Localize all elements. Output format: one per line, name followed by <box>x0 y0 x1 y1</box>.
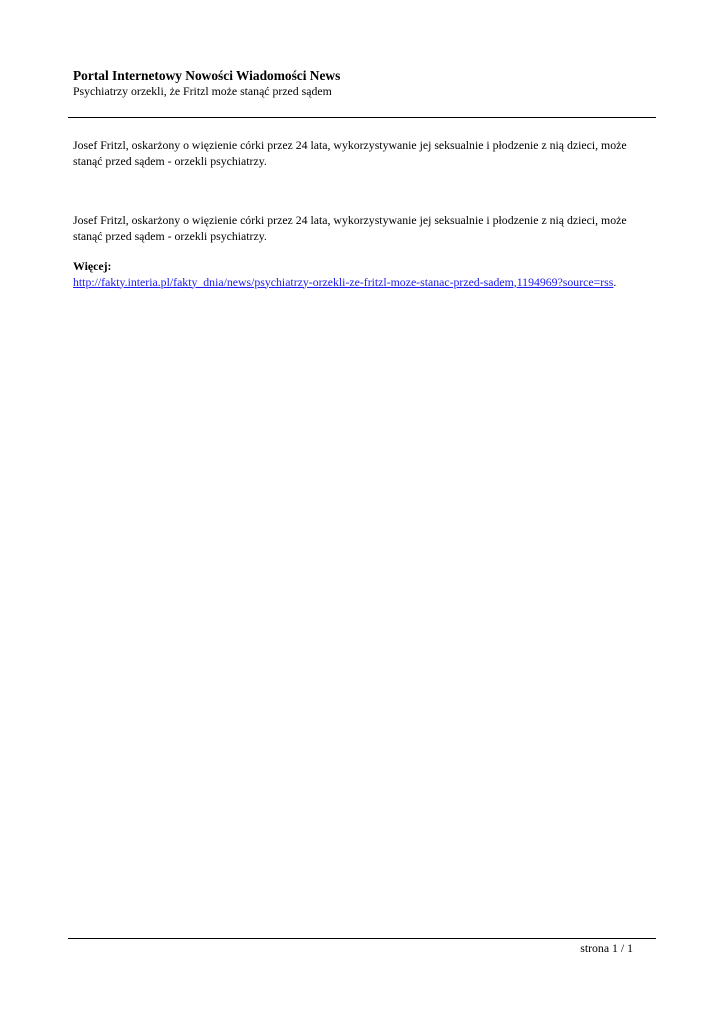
source-link-period: . <box>613 274 617 289</box>
document-header <box>73 67 663 99</box>
header-divider <box>68 117 656 118</box>
read-more-section <box>73 259 658 290</box>
read-more-label: Więcej: <box>73 259 112 273</box>
source-link[interactable]: http://fakty.interia.pl/fakty_dnia/news/psychiatrzy-orzekli-ze-fritzl-moze-stanac-przed-sadem,1194969?source=rss <box>73 274 614 289</box>
footer-divider <box>68 938 656 939</box>
article-body-paragraph: Josef Fritzl, oskarżony o więzienie córki przez 24 lata, wykorzystywanie jej seksualnie i płodzenie z nią dzieci, może stanąć przed sądem - orzekli psychiatrzy. <box>73 213 627 243</box>
article-lead-paragraph: Josef Fritzl, oskarżony o więzienie córki przez 24 lata, wykorzystywanie jej seksualnie i płodzenie z nią dzieci, może stanąć przed sądem - orzekli psychiatrzy. <box>73 138 627 168</box>
site-title: Portal Internetowy Nowości Wiadomości News <box>73 68 341 83</box>
page-number: strona 1 / 1 <box>580 941 633 955</box>
article-title: Psychiatrzy orzekli, że Fritzl może stanąć przed sądem <box>73 84 332 98</box>
